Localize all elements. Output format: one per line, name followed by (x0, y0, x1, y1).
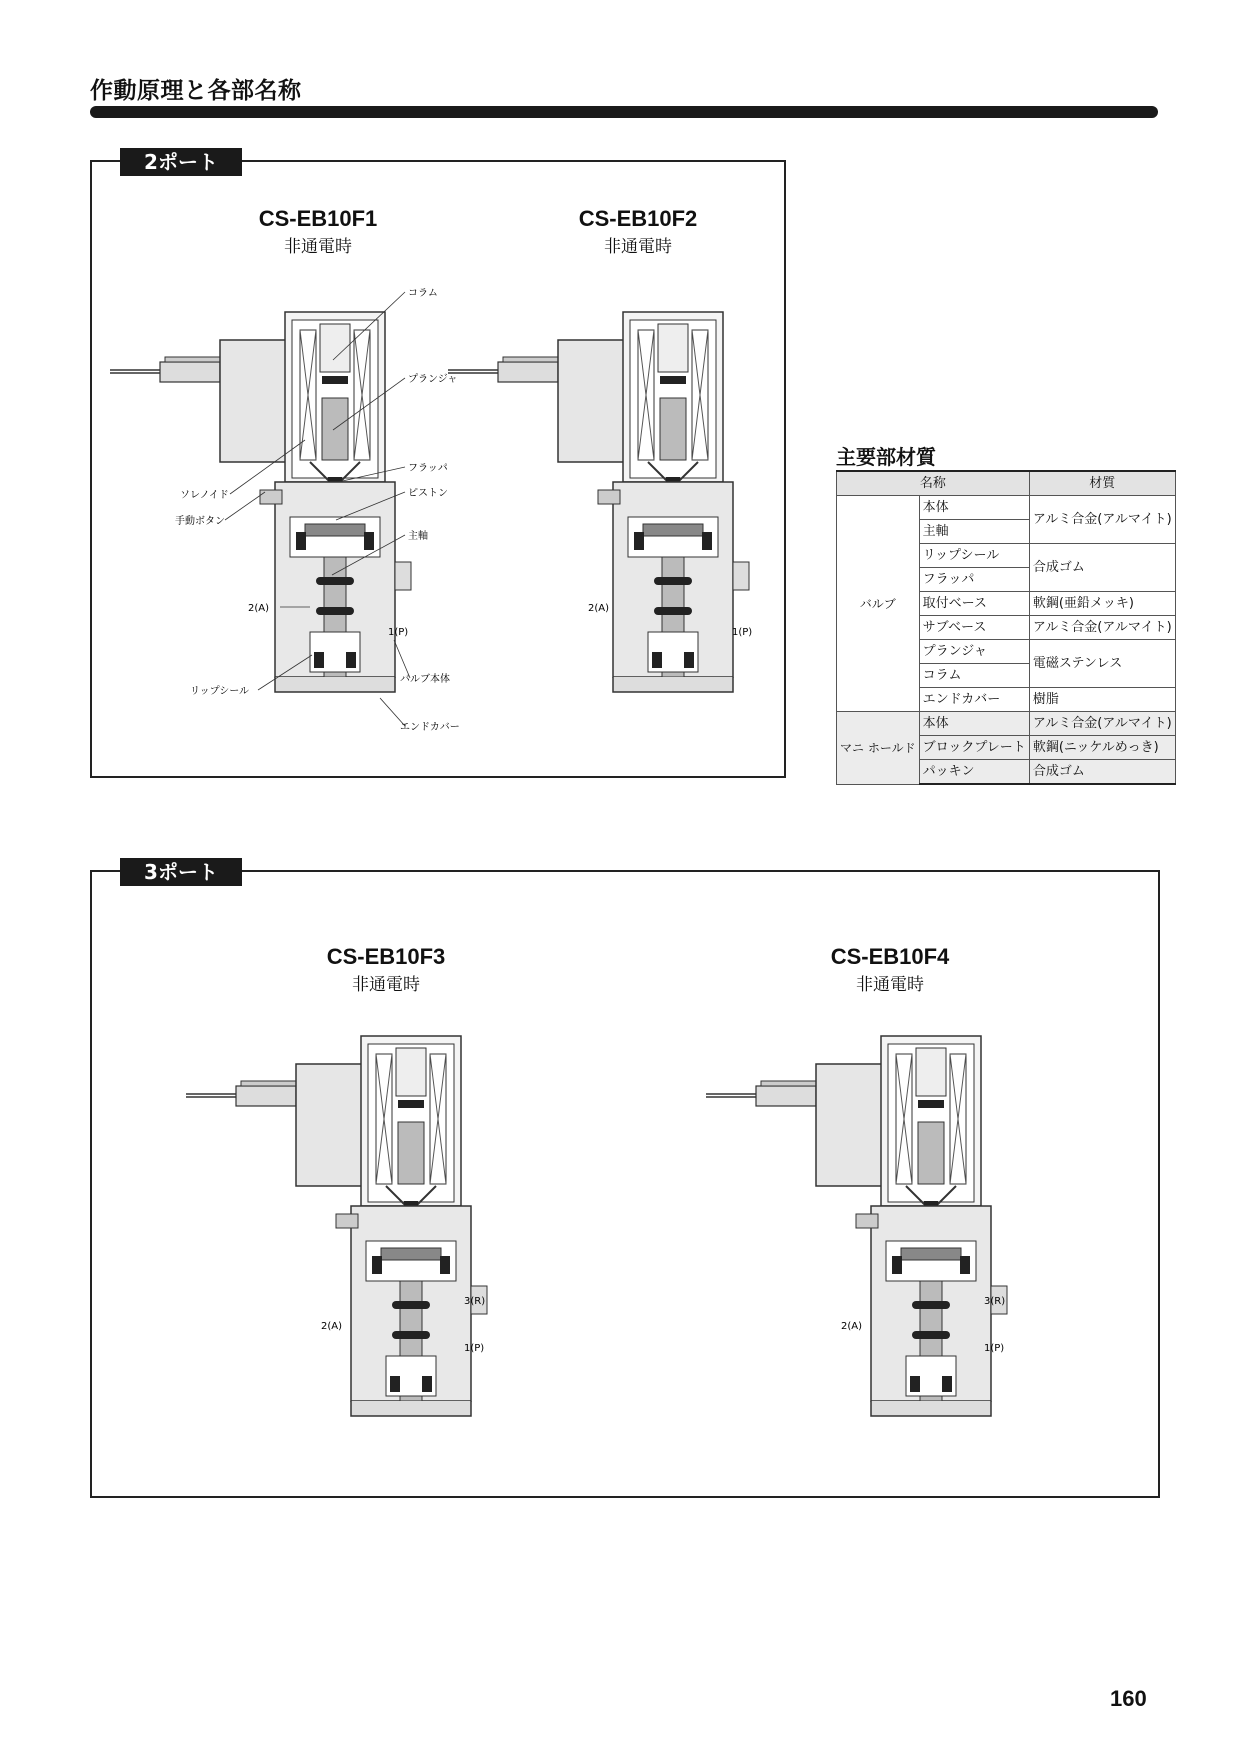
callout-port-1p: 1(P) (388, 627, 409, 638)
table-row (837, 712, 1176, 736)
page-number: 160 (1110, 1686, 1147, 1711)
callout-main-shaft: 主軸 (408, 531, 428, 542)
part-cell: リップシール (919, 544, 1029, 568)
model-state-f3: 非通電時 (352, 975, 420, 995)
model-name-f1: CS-EB10F1 (258, 206, 378, 231)
table-row (837, 496, 1176, 520)
callout-port-2a: 2(A) (248, 603, 270, 614)
callout-plunger: プランジャ (408, 374, 458, 385)
callout-port-3r: 3(R) (464, 1296, 486, 1307)
group-manifold: マニ ホールド (837, 712, 920, 785)
group-valve: バルブ (837, 496, 920, 712)
part-cell: サブベース (919, 616, 1029, 640)
header-name: 名称 (837, 471, 1030, 496)
callout-port-1p: 1(P) (464, 1343, 485, 1354)
part-cell: プランジャ (919, 640, 1029, 664)
material-cell: アルミ合金(アルマイト) (1029, 712, 1175, 736)
callout-solenoid: ソレノイド (180, 490, 229, 501)
material-cell: 合成ゴム (1029, 544, 1175, 592)
callout-port-2a: 2(A) (321, 1321, 343, 1332)
part-cell: 取付ベース (919, 592, 1029, 616)
callout-column: コラム (408, 288, 438, 299)
model-state-f1: 非通電時 (284, 237, 352, 257)
model-state-f4: 非通電時 (856, 975, 924, 995)
part-cell: パッキン (919, 760, 1029, 785)
section-tab-2port: 2ポート (120, 148, 242, 176)
material-cell: 電磁ステンレス (1029, 640, 1175, 688)
callout-piston: ピストン (408, 488, 448, 499)
model-name-f2: CS-EB10F2 (578, 206, 698, 231)
callout-port-3r: 3(R) (984, 1296, 1006, 1307)
callout-valve-body: バルブ本体 (400, 674, 450, 685)
part-cell: コラム (919, 664, 1029, 688)
section-tab-3port: 3ポート (120, 858, 242, 886)
part-cell: 本体 (919, 496, 1029, 520)
model-name-f3: CS-EB10F3 (326, 944, 446, 969)
callout-port-1p: 1(P) (984, 1343, 1005, 1354)
valve-diagram-f2 (448, 280, 778, 740)
materials-table (836, 470, 1176, 785)
part-cell: 本体 (919, 712, 1029, 736)
part-cell: エンドカバー (919, 688, 1029, 712)
material-cell: 樹脂 (1029, 688, 1175, 712)
model-name-f4: CS-EB10F4 (830, 944, 950, 969)
valve-diagram-f4 (706, 1004, 1046, 1464)
page-title: 作動原理と各部名称 (90, 78, 302, 104)
callout-port-1p: 1(P) (732, 627, 753, 638)
materials-title: 主要部材質 (836, 445, 936, 469)
callout-flapper: フラッパ (408, 463, 448, 474)
model-state-f2: 非通電時 (604, 237, 672, 257)
callout-lip-seal: リップシール (190, 686, 249, 697)
callout-manual-button: 手動ボタン (175, 516, 225, 527)
callout-port-2a: 2(A) (841, 1321, 863, 1332)
material-cell: アルミ合金(アルマイト) (1029, 616, 1175, 640)
title-rule (90, 106, 1158, 118)
material-cell: 軟鋼(ニッケルめっき) (1029, 736, 1175, 760)
valve-diagram-f3 (186, 1004, 526, 1464)
callout-port-2a: 2(A) (588, 603, 610, 614)
part-cell: フラッパ (919, 568, 1029, 592)
valve-diagram-f1 (100, 280, 480, 740)
callout-end-cover: エンドカバー (400, 722, 460, 733)
material-cell: 合成ゴム (1029, 760, 1175, 785)
part-cell: 主軸 (919, 520, 1029, 544)
part-cell: ブロックプレート (919, 736, 1029, 760)
header-material: 材質 (1029, 471, 1175, 496)
material-cell: アルミ合金(アルマイト) (1029, 496, 1175, 544)
material-cell: 軟鋼(亜鉛メッキ) (1029, 592, 1175, 616)
